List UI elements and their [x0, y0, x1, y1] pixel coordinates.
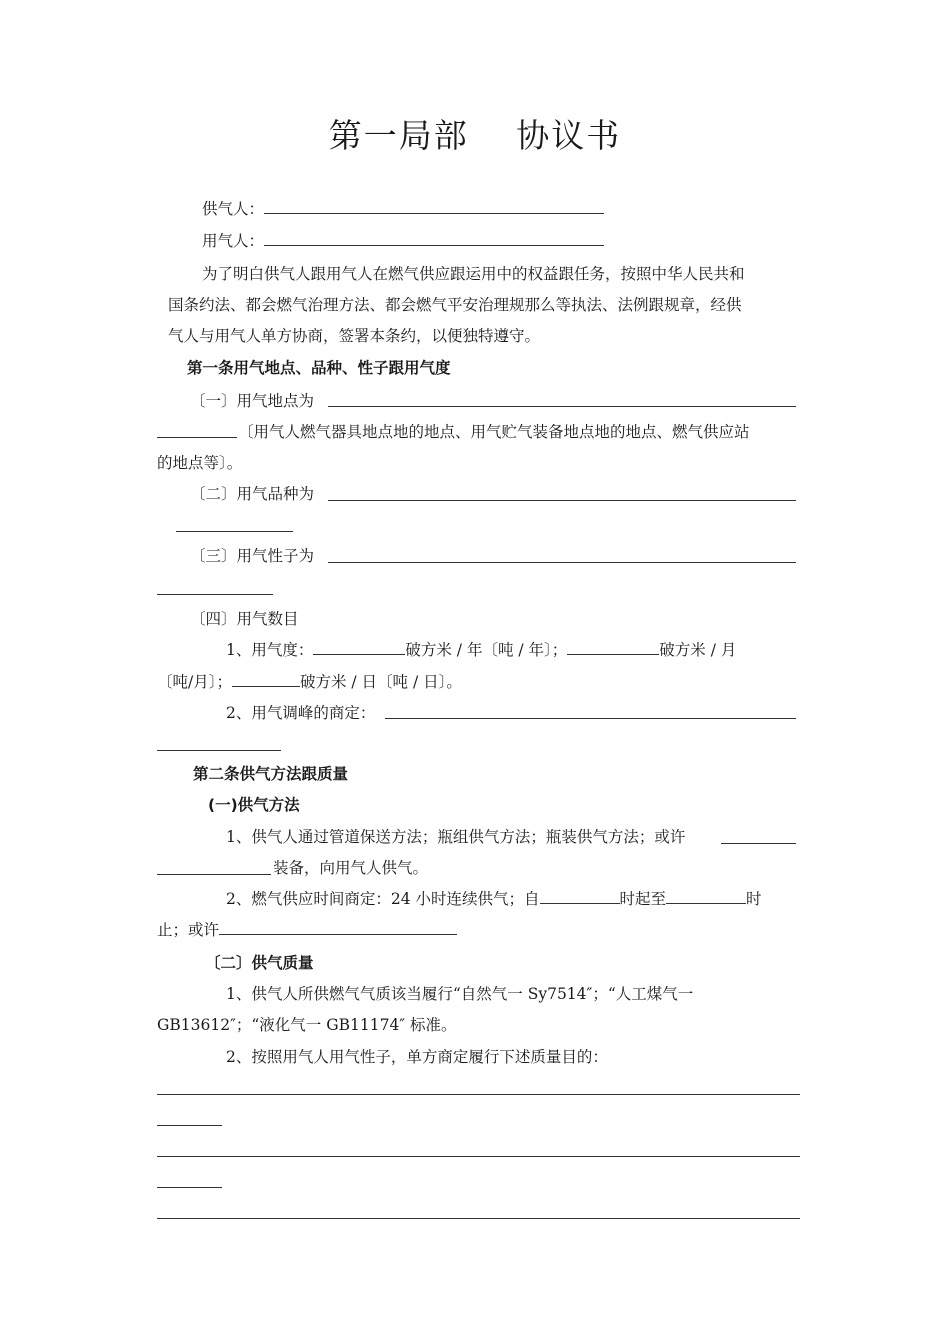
item2-blank[interactable] [328, 500, 796, 501]
article2-heading: 第二条供气方法跟质量 [193, 765, 349, 783]
peak-blank[interactable] [385, 718, 796, 719]
item1-label: 〔一〕用气地点为 [190, 392, 315, 410]
item2-blank-cont[interactable] [176, 531, 293, 532]
user-blank[interactable] [264, 231, 604, 246]
qty-day-blank[interactable] [232, 672, 300, 687]
user-line [202, 231, 604, 251]
supplier-blank[interactable] [264, 199, 604, 214]
quality-blank-1[interactable] [157, 1094, 800, 1095]
intro-line-1: 为了明白供气人跟用气人在燃气供应跟运用中的权益跟任务，按照中华人民共和 [202, 265, 745, 283]
method-line-1: 1、供气人通过管道保送方法；瓶组供气方法；瓶装供气方法；或许 [226, 828, 686, 846]
quality-line-3: 2、按照用气人用气性子，单方商定履行下述质量目的： [226, 1048, 608, 1066]
intro-line-2: 国条约法、都会燃气治理方法、都会燃气平安治理规那么等执法、法例跟规章，经供 [168, 296, 742, 314]
item1-blank-cont[interactable] [157, 437, 237, 438]
item3-blank-cont[interactable] [157, 594, 273, 595]
supply-quality-heading: 〔二〕供气质量 [205, 954, 314, 972]
item3-blank[interactable] [328, 562, 796, 563]
qty-month-blank[interactable] [567, 640, 659, 655]
item1-blank[interactable] [328, 406, 796, 407]
quantity-line-2: 〔吨/月〕； 破方米 / 日〔吨 / 日〕。 [157, 673, 462, 691]
peak-label: 2、用气调峰的商定： [226, 704, 376, 722]
supply-method-heading: (一)供气方法 [208, 796, 300, 814]
time-line-2: 止；或许 [157, 920, 457, 940]
quality-blank-3[interactable] [157, 1218, 800, 1219]
time-line-1: 2、燃气供应时间商定：24 小时连续供气；自 时起至 时 [226, 890, 762, 908]
quality-blank-2-cont[interactable] [157, 1187, 222, 1188]
peak-blank-cont[interactable] [157, 750, 281, 751]
quality-blank-2[interactable] [157, 1156, 800, 1157]
quality-blank-1-cont[interactable] [157, 1125, 222, 1126]
supplier-line [202, 199, 604, 219]
quality-line-2: GB13612″；“液化气一 GB11174″ 标准。 [157, 1016, 457, 1034]
quantity-line-1: 1、用气度： 破方米 / 年〔吨 / 年〕； 破方米 / 月 [226, 641, 737, 659]
user-label: 用气人： [202, 232, 265, 250]
quality-line-1: 1、供气人所供燃气气质该当履行“自然气一 Sy7514″；“人工煤气一 [226, 985, 694, 1003]
intro-line-3: 气人与用气人单方协商，签署本条约，以便独特遵守。 [168, 327, 541, 345]
time-other-blank[interactable] [219, 920, 457, 935]
method-blank[interactable] [721, 843, 796, 844]
article1-heading: 第一条用气地点、品种、性子跟用气度 [187, 359, 451, 377]
time-end-blank[interactable] [666, 889, 746, 904]
item1-note-end: 的地点等〕。 [157, 454, 243, 472]
supplier-label: 供气人： [202, 200, 265, 218]
item1-note: 〔用气人燃气器具地点地的地点、用气贮气装备地点地的地点、燃气供应站 [238, 423, 750, 441]
method-blank-cont[interactable] [157, 874, 271, 875]
time-start-blank[interactable] [540, 889, 620, 904]
page-title: 第一局部 协议书 [328, 116, 622, 155]
method-line-2: 装备，向用气人供气。 [273, 859, 429, 877]
item2-label: 〔二〕用气品种为 [190, 485, 315, 503]
qty-year-blank[interactable] [313, 640, 405, 655]
item3-label: 〔三〕用气性子为 [190, 547, 315, 565]
item4-label: 〔四〕用气数目 [190, 610, 299, 628]
